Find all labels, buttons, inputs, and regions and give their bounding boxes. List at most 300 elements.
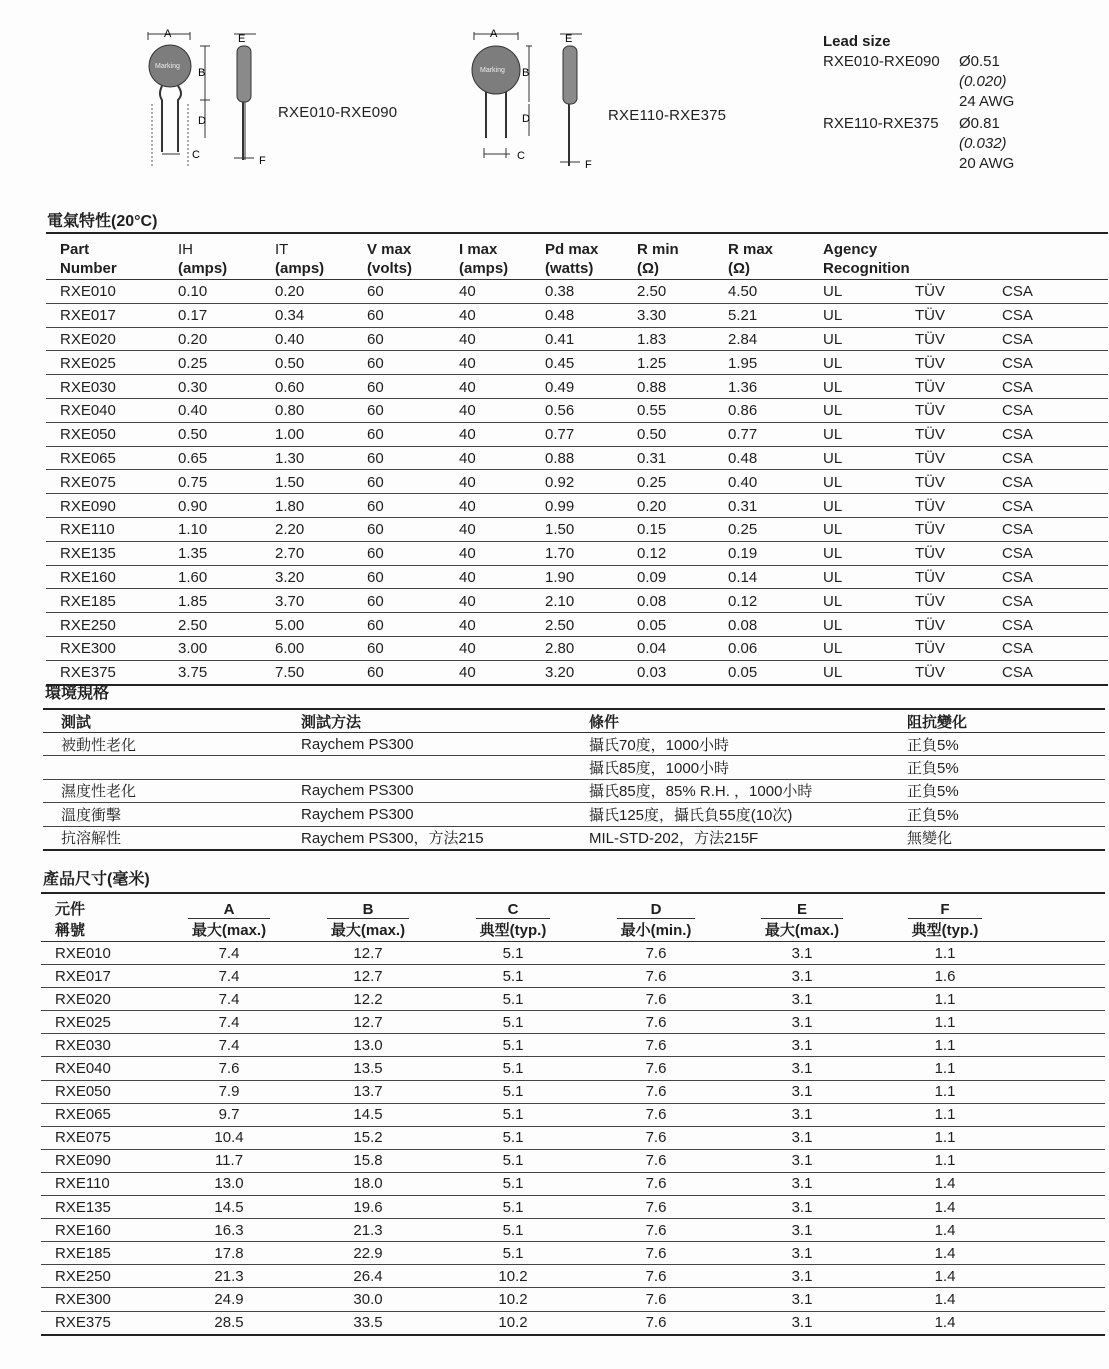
table-cell: 2.80 (545, 636, 637, 660)
table-row (41, 1265, 1105, 1288)
table-spacer-cell (1015, 1126, 1105, 1149)
header-unit: 典型(typ.) (908, 918, 983, 940)
table-cell: RXE040 (46, 398, 178, 422)
table-cell: 0.31 (728, 494, 823, 518)
environment-header-cell: 條件 (589, 709, 907, 733)
header-unit: 典型(typ.) (476, 918, 551, 940)
table-cell: TÜV (915, 541, 1002, 565)
table-cell: 12.7 (293, 965, 443, 988)
lead-diameter: Ø0.51 (959, 53, 1000, 70)
dim-a-label: A (490, 28, 498, 40)
table-cell: RXE025 (46, 351, 178, 375)
table-cell: 正負5% (907, 779, 1105, 802)
table-cell: 12.7 (293, 942, 443, 965)
header-line: (watts) (545, 260, 594, 277)
table-cell: 0.99 (545, 494, 637, 518)
dim-c-label: C (192, 149, 200, 161)
lead-size-title: Lead size (823, 33, 891, 50)
table-cell: 40 (459, 660, 545, 684)
table-cell: 0.45 (545, 351, 637, 375)
table-spacer-cell (1015, 1011, 1105, 1034)
table-cell: 5.1 (443, 942, 583, 965)
table-cell: RXE090 (41, 1149, 165, 1172)
table-cell: 5.1 (443, 1126, 583, 1149)
table-cell: UL (823, 660, 915, 684)
table-cell: 0.88 (637, 375, 728, 399)
table-cell: 60 (367, 398, 459, 422)
lead-range: RXE110-RXE375 (823, 115, 939, 132)
table-cell: 4.50 (728, 280, 823, 304)
dimensions-header-cell (729, 893, 875, 942)
table-cell: 7.6 (583, 1219, 729, 1242)
table-cell: 60 (367, 517, 459, 541)
table-cell: 1.1 (875, 988, 1015, 1011)
table-cell: 2.50 (178, 613, 275, 637)
table-cell: UL (823, 470, 915, 494)
table-cell: 60 (367, 327, 459, 351)
table-cell: 33.5 (293, 1311, 443, 1335)
table-cell: 3.1 (729, 942, 875, 965)
table-cell: 26.4 (293, 1265, 443, 1288)
header-letter: A (223, 901, 235, 918)
table-cell: 攝氏70度，1000小時 (589, 733, 907, 756)
marking-label: Marking (480, 67, 505, 74)
table-cell: 0.40 (728, 470, 823, 494)
dimensions-header-cell (165, 893, 293, 942)
header-line: I max (459, 241, 498, 258)
header-line: Part (60, 241, 90, 258)
table-cell: 溫度衝擊 (43, 803, 301, 826)
header-line: R max (728, 241, 774, 258)
table-cell: 60 (367, 565, 459, 589)
diagram-large-side (552, 30, 602, 180)
table-cell: RXE160 (41, 1219, 165, 1242)
table-cell: 0.06 (728, 636, 823, 660)
table-cell: RXE065 (41, 1103, 165, 1126)
table-cell: CSA (1002, 517, 1108, 541)
table-cell: 1.1 (875, 1034, 1015, 1057)
header-letter: D (650, 901, 662, 918)
table-cell: 3.30 (637, 303, 728, 327)
table-cell: RXE030 (46, 375, 178, 399)
table-cell: RXE020 (46, 327, 178, 351)
table-cell: 0.38 (545, 280, 637, 304)
table-row (41, 1311, 1105, 1335)
table-cell: CSA (1002, 446, 1108, 470)
dim-f-label: F (585, 159, 592, 171)
table-cell: 3.1 (729, 1242, 875, 1265)
table-cell: 1.35 (178, 541, 275, 565)
table-cell: UL (823, 351, 915, 375)
table-cell: 2.10 (545, 589, 637, 613)
table-spacer-cell (1015, 1080, 1105, 1103)
table-cell: 28.5 (165, 1311, 293, 1335)
table-cell: UL (823, 446, 915, 470)
table-cell: 0.40 (275, 327, 367, 351)
table-cell: TÜV (915, 589, 1002, 613)
table-cell: 10.2 (443, 1288, 583, 1311)
table-cell: 1.25 (637, 351, 728, 375)
table-cell: 60 (367, 541, 459, 565)
table-cell: 無變化 (907, 826, 1105, 850)
table-cell: RXE110 (41, 1172, 165, 1195)
table-cell: 13.0 (293, 1034, 443, 1057)
table-cell: 5.1 (443, 1080, 583, 1103)
table-cell: 7.6 (583, 988, 729, 1011)
table-spacer-cell (1015, 1172, 1105, 1195)
table-cell: 5.1 (443, 1172, 583, 1195)
table-cell: UL (823, 517, 915, 541)
table-cell (301, 756, 589, 779)
table-cell: 0.19 (728, 541, 823, 565)
dimensions-header-spacer (1015, 893, 1105, 942)
table-row (46, 470, 1108, 494)
table-cell: Raychem PS300 (301, 803, 589, 826)
table-cell: Raychem PS300，方法215 (301, 826, 589, 850)
header-letter: E (796, 901, 807, 918)
table-cell: 0.88 (545, 446, 637, 470)
table-cell: 6.00 (275, 636, 367, 660)
table-cell: 15.8 (293, 1149, 443, 1172)
table-spacer-cell (1015, 1311, 1105, 1335)
table-row (46, 351, 1108, 375)
table-cell: 5.1 (443, 1057, 583, 1080)
table-cell: 5.1 (443, 1149, 583, 1172)
table-cell: 0.15 (637, 517, 728, 541)
table-cell: 5.1 (443, 1219, 583, 1242)
table-cell: 40 (459, 565, 545, 589)
table-cell: 0.55 (637, 398, 728, 422)
table-cell: 13.5 (293, 1057, 443, 1080)
table-cell: 60 (367, 470, 459, 494)
table-cell: RXE160 (46, 565, 178, 589)
table-cell: 60 (367, 375, 459, 399)
table-row (46, 636, 1108, 660)
table-cell: 19.6 (293, 1196, 443, 1219)
table-cell: 抗溶解性 (43, 826, 301, 850)
table-row (46, 280, 1108, 304)
table-cell: UL (823, 398, 915, 422)
table-cell: RXE075 (41, 1126, 165, 1149)
table-row (46, 375, 1108, 399)
header-line: R min (637, 241, 679, 258)
table-cell: CSA (1002, 422, 1108, 446)
table-cell: RXE185 (46, 589, 178, 613)
table-cell: TÜV (915, 660, 1002, 684)
table-cell (43, 756, 301, 779)
table-cell: 7.6 (583, 1172, 729, 1195)
table-cell: 1.1 (875, 1080, 1015, 1103)
table-row (46, 494, 1108, 518)
table-cell: 0.04 (637, 636, 728, 660)
table-row (41, 965, 1105, 988)
table-cell: 2.50 (637, 280, 728, 304)
table-cell: TÜV (915, 446, 1002, 470)
table-cell: 3.1 (729, 988, 875, 1011)
table-cell: 正負5% (907, 756, 1105, 779)
table-cell: 2.50 (545, 613, 637, 637)
table-cell: 1.1 (875, 942, 1015, 965)
table-row (41, 1126, 1105, 1149)
table-cell: RXE017 (41, 965, 165, 988)
table-cell: RXE010 (46, 280, 178, 304)
table-cell: 1.1 (875, 1011, 1015, 1034)
table-cell: 3.00 (178, 636, 275, 660)
table-cell: UL (823, 303, 915, 327)
table-row (43, 756, 1105, 779)
table-cell: 22.9 (293, 1242, 443, 1265)
table-cell: 0.08 (637, 589, 728, 613)
table-cell: 0.77 (545, 422, 637, 446)
table-cell: 1.10 (178, 517, 275, 541)
table-cell: RXE375 (41, 1311, 165, 1335)
table-cell: UL (823, 565, 915, 589)
dimensions-header-cell (443, 893, 583, 942)
table-cell: CSA (1002, 541, 1108, 565)
table-row (43, 733, 1105, 756)
table-cell: 7.6 (583, 1288, 729, 1311)
table-cell: 7.6 (583, 1057, 729, 1080)
table-cell: 7.6 (583, 942, 729, 965)
table-cell: 40 (459, 351, 545, 375)
table-spacer-cell (1015, 965, 1105, 988)
table-cell: RXE065 (46, 446, 178, 470)
diagram-small-side (226, 30, 276, 170)
electrical-title: 電氣特性(20°C) (47, 213, 158, 230)
table-cell: UL (823, 541, 915, 565)
table-cell: 24.9 (165, 1288, 293, 1311)
header-letter: B (362, 901, 374, 918)
table-cell: 7.6 (165, 1057, 293, 1080)
table-cell: 5.1 (443, 988, 583, 1011)
table-cell: 1.36 (728, 375, 823, 399)
table-cell: 40 (459, 375, 545, 399)
table-spacer-cell (1015, 1057, 1105, 1080)
table-cell: 1.90 (545, 565, 637, 589)
table-cell: 7.6 (583, 1126, 729, 1149)
header-line: (Ω) (728, 260, 751, 277)
table-cell: 0.41 (545, 327, 637, 351)
table-row (41, 1219, 1105, 1242)
environment-header-cell: 測試方法 (301, 709, 589, 733)
table-spacer-cell (1015, 1034, 1105, 1057)
table-cell: 0.77 (728, 422, 823, 446)
table-cell: 18.0 (293, 1172, 443, 1195)
table-cell: RXE250 (46, 613, 178, 637)
table-cell: 3.1 (729, 1172, 875, 1195)
table-cell: 0.25 (178, 351, 275, 375)
table-cell: 0.25 (637, 470, 728, 494)
table-cell: 7.6 (583, 1034, 729, 1057)
table-cell: 40 (459, 636, 545, 660)
table-cell: RXE110 (46, 517, 178, 541)
table-cell: 2.20 (275, 517, 367, 541)
dim-c-label: C (517, 150, 525, 162)
electrical-header-cell (275, 233, 367, 280)
table-row (41, 1172, 1105, 1195)
table-cell: 1.6 (875, 965, 1015, 988)
environment-header-cell: 測試 (43, 709, 301, 733)
electrical-table (46, 232, 1108, 686)
table-spacer-cell (1015, 1265, 1105, 1288)
table-cell: 0.30 (178, 375, 275, 399)
header-line: Agency (823, 241, 878, 258)
table-cell: RXE040 (41, 1057, 165, 1080)
table-cell: 7.4 (165, 942, 293, 965)
table-cell: 5.1 (443, 1034, 583, 1057)
table-cell: 40 (459, 303, 545, 327)
lead-inch: (0.020) (959, 73, 1007, 90)
table-cell: UL (823, 375, 915, 399)
table-cell: RXE075 (46, 470, 178, 494)
lead-range: RXE010-RXE090 (823, 53, 940, 70)
table-cell: 17.8 (165, 1242, 293, 1265)
electrical-header-cell (545, 233, 637, 280)
table-cell: UL (823, 613, 915, 637)
electrical-header-cell (459, 233, 545, 280)
dimensions-header-row (41, 893, 1105, 942)
table-row (41, 1288, 1105, 1311)
table-cell: RXE017 (46, 303, 178, 327)
table-cell: 0.50 (637, 422, 728, 446)
table-cell: 正負5% (907, 803, 1105, 826)
table-cell: 1.83 (637, 327, 728, 351)
electrical-header-cell (367, 233, 459, 280)
electrical-header-row (46, 233, 1108, 280)
table-cell: 3.1 (729, 1219, 875, 1242)
electrical-header-cell (637, 233, 728, 280)
header-line: 元件 (55, 901, 86, 918)
table-cell: 0.48 (545, 303, 637, 327)
table-cell: CSA (1002, 303, 1108, 327)
table-cell: 30.0 (293, 1288, 443, 1311)
table-cell: UL (823, 636, 915, 660)
table-cell: 7.6 (583, 1103, 729, 1126)
table-cell: 3.1 (729, 1288, 875, 1311)
table-cell: UL (823, 327, 915, 351)
lead-awg: 20 AWG (959, 155, 1015, 172)
table-cell: CSA (1002, 613, 1108, 637)
table-cell: 0.86 (728, 398, 823, 422)
table-cell: 1.1 (875, 1126, 1015, 1149)
table-cell: 0.20 (637, 494, 728, 518)
table-cell: 1.50 (275, 470, 367, 494)
table-cell: TÜV (915, 398, 1002, 422)
environment-header-row (43, 709, 1105, 733)
table-cell: 14.5 (165, 1196, 293, 1219)
table-cell: 40 (459, 422, 545, 446)
table-cell: 60 (367, 660, 459, 684)
diagram-right-label: RXE110-RXE375 (608, 107, 727, 124)
lead-inch: (0.032) (959, 135, 1007, 152)
table-cell: 3.1 (729, 1034, 875, 1057)
table-cell: 3.1 (729, 1149, 875, 1172)
table-cell: CSA (1002, 280, 1108, 304)
table-row (41, 1242, 1105, 1265)
table-cell: 0.20 (275, 280, 367, 304)
table-cell: 1.95 (728, 351, 823, 375)
table-cell: RXE135 (41, 1196, 165, 1219)
table-cell: 0.75 (178, 470, 275, 494)
table-spacer-cell (1015, 988, 1105, 1011)
table-spacer-cell (1015, 1196, 1105, 1219)
table-cell: 3.1 (729, 1311, 875, 1335)
table-cell: 10.2 (443, 1265, 583, 1288)
table-cell: RXE090 (46, 494, 178, 518)
table-row (46, 446, 1108, 470)
table-cell: 3.75 (178, 660, 275, 684)
table-cell: 5.1 (443, 1242, 583, 1265)
table-cell: 0.08 (728, 613, 823, 637)
header-line: IT (275, 241, 289, 258)
table-cell: 1.4 (875, 1265, 1015, 1288)
table-cell: 21.3 (293, 1219, 443, 1242)
table-cell: 3.70 (275, 589, 367, 613)
table-cell: TÜV (915, 422, 1002, 446)
dim-e-label: E (238, 33, 246, 45)
table-row (43, 779, 1105, 802)
electrical-header-cell (46, 233, 178, 280)
table-cell: 21.3 (165, 1265, 293, 1288)
table-cell: 40 (459, 541, 545, 565)
table-cell: TÜV (915, 327, 1002, 351)
table-cell: CSA (1002, 351, 1108, 375)
table-cell: 0.03 (637, 660, 728, 684)
table-cell: 40 (459, 494, 545, 518)
table-cell: 0.17 (178, 303, 275, 327)
table-cell: 5.21 (728, 303, 823, 327)
table-cell: UL (823, 589, 915, 613)
table-cell: 60 (367, 422, 459, 446)
table-cell: 40 (459, 613, 545, 637)
table-cell: 1.4 (875, 1196, 1015, 1219)
table-cell: 0.05 (728, 660, 823, 684)
header-unit: 最小(min.) (617, 918, 696, 940)
table-cell: CSA (1002, 470, 1108, 494)
table-cell: 16.3 (165, 1219, 293, 1242)
table-cell: TÜV (915, 303, 1002, 327)
table-cell: 60 (367, 494, 459, 518)
table-row (46, 303, 1108, 327)
table-cell: 5.1 (443, 1103, 583, 1126)
table-cell: CSA (1002, 636, 1108, 660)
dimensions-header-cell (41, 893, 165, 942)
table-cell: CSA (1002, 327, 1108, 351)
environment-table (43, 708, 1105, 851)
table-cell: 被動性老化 (43, 733, 301, 756)
table-cell: RXE050 (41, 1080, 165, 1103)
dim-e-label: E (565, 33, 573, 45)
table-cell: 0.09 (637, 565, 728, 589)
table-cell: UL (823, 280, 915, 304)
dim-b-label: B (522, 67, 530, 79)
marking-label: Marking (155, 63, 180, 70)
table-cell: 7.6 (583, 1242, 729, 1265)
table-cell: RXE020 (41, 988, 165, 1011)
table-cell: 0.40 (178, 398, 275, 422)
table-cell: 3.1 (729, 1011, 875, 1034)
table-cell: RXE030 (41, 1034, 165, 1057)
table-cell: TÜV (915, 517, 1002, 541)
table-cell: 5.1 (443, 965, 583, 988)
dim-d-label: D (522, 113, 530, 125)
table-cell: 3.1 (729, 1126, 875, 1149)
header-line: V max (367, 241, 412, 258)
table-cell: 40 (459, 470, 545, 494)
table-cell: RXE250 (41, 1265, 165, 1288)
table-cell: 0.31 (637, 446, 728, 470)
table-cell: TÜV (915, 565, 1002, 589)
